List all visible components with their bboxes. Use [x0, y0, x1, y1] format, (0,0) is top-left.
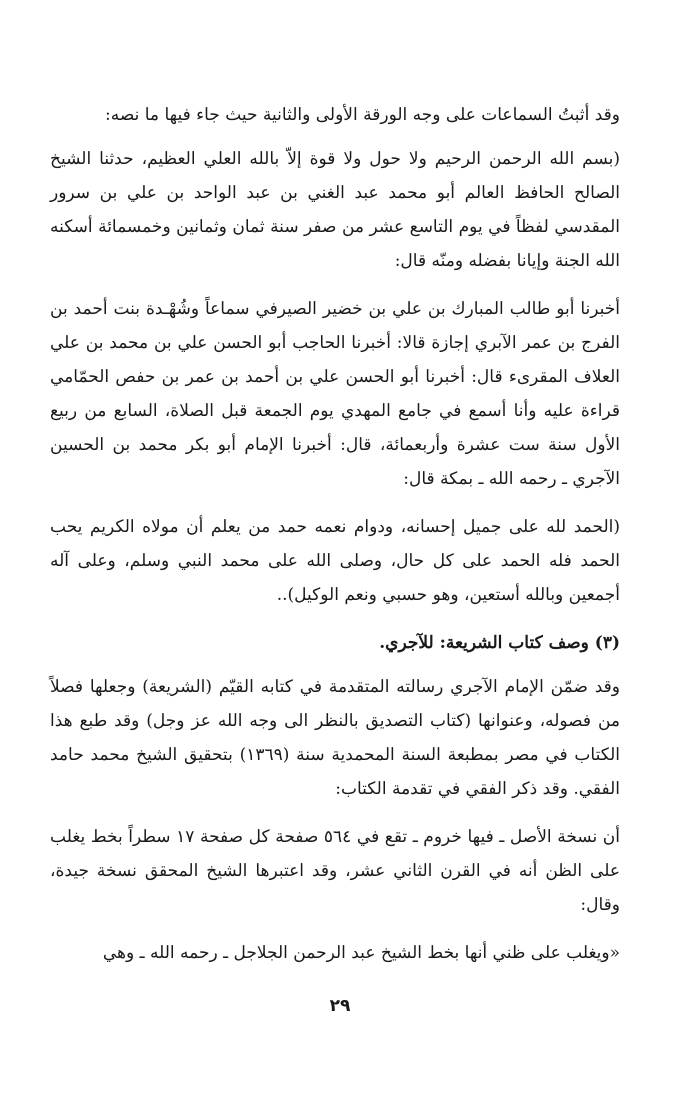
paragraph-quote-start: «ويغلب على ظني أنها بخط الشيخ عبد الرحمن الجلاجل ـ رحمه الله ـ وهي — [102, 943, 620, 963]
paragraph-basmala-isnad: (بسم الله الرحمن الرحيم ولا حول ولا قوة إلاّ بالله العلي العظيم، حدثنا الشيخ الصالح الحافظ العالم أبو محمد عبد الغني بن عبد الواحد بن علي بن سرور المقدسي لفظاً في يوم التاسع عشر من صفر سنة ثمان وثمانين وخمسمائة أسكنه الله الجنة وإيانا بفضله ومنّه قال: — [50, 149, 620, 271]
paragraph-book-description: وقد ضمّن الإمام الآجري رسالته المتقدمة في كتابه القيّم (الشريعة) وجعلها فصلاً من فصوله، وعنوانها (كتاب التصديق بالنظر الى وجه الله عز وجل) وقد طبع هذا الكتاب في مصر بمطبعة السنة المحمدية سنة (١٣٦٩) بتحقيق الشيخ محمد حامد الفقي. وقد ذكر الفقي في تقدمة الكتاب: — [50, 677, 621, 799]
paragraph-sama-intro: وقد أثبتُ السماعات على وجه الورقة الأولى والثانية حيث جاء فيها ما نصه: — [105, 105, 620, 125]
paragraph-hamd: (الحمد لله على جميل إحسانه، ودوام نعمه حمد من يعلم أن مولاه الكريم يحب الحمد فله الحمد على كل حال، وصلى الله على محمد النبي وسلم، وعلى آله أجمعين وبالله أستعين، وهو حسبي ونعم الوكيل).. — [50, 517, 620, 605]
paragraph-manuscript-copy: أن نسخة الأصل ـ فيها خروم ـ تقع في ٥٦٤ صفحة كل صفحة ١٧ سطراً بخط يغلب على الظن أنه في القرن الثاني عشر، وقد اعتبرها الشيخ المحقق نسخة جيدة، وقال: — [50, 827, 620, 915]
document-body — [50, 98, 620, 984]
paragraph-akhbarana-chain: أخبرنا أبو طالب المبارك بن علي بن خضير الصيرفي سماعاً وشُهْـدة بنت أحمد بن الفرج بن عمر الآبري إجازة قالا: أخبرنا الحاجب أبو الحسن علي بن محمد بن علي العلاف المقرىء قال: أخبرنا أبو الحسن علي بن أحمد بن عمر بن حفص الحمّامي قراءة عليه وأنا أسمع في جامع المهدي يوم الجمعة قبل الصلاة، السابع من ربيع الأول سنة ست عشرة وأربعمائة، قال: أخبرنا الإمام أبو بكر محمد بن الحسين الآجري ـ رحمه الله ـ بمكة قال: — [50, 299, 620, 489]
section-heading: (٣) وصف كتاب الشريعة: للآجري. — [379, 633, 620, 653]
page-number: ٢٩ — [329, 996, 351, 1016]
